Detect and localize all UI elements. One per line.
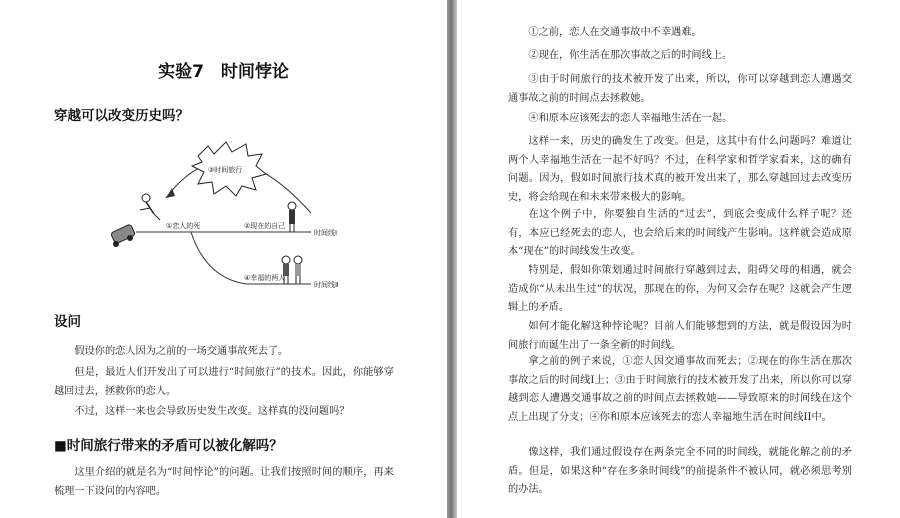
label-timeline-1: 时间线Ⅰ [314,229,338,237]
section-heading-paradox: ■时间旅行带来的矛盾可以被化解吗？ [54,438,283,454]
arc-arrowhead [166,188,175,198]
right-paragraph-2: ②现在，你生活在那次事故之后的时间线上。 [528,50,733,61]
right-paragraph-4: ④和原本应该死去的恋人幸福地生活在一起。 [528,113,733,124]
right-paragraph-9: 拿之前的例子来说，①恋人因交通事故而死去；②现在的你生活在那次事故之后的时间线I上；③由于时间旅行的技术被开发了出来，所以你可以穿越到恋人遭遇交通事故之前的时间点去拯救她——导致原来的时间线在这个点上出现了分支；④你和原本应该死去的恋人幸福地生活在时间线II中。 [508,356,852,423]
right-paragraph-5: 这样一来，历史的确发生了改变。但是，这其中有什么问题吗？难道让两个人幸福地生活在一起不好吗？不过，在科学家和哲学家看来，这的确有问题。因为，假如时间旅行技术真的被开发出来了，那么穿越回过去改变历史，将会给现在和未来带来极大的影响。 [508,136,852,203]
present-self-icon [288,202,296,232]
label-time-travel: ③时间旅行 [208,166,243,174]
right-paragraph-1: ①之前，恋人在交通事故中不幸遇难。 [528,27,702,38]
paradox-intro-paragraph: 这里介绍的就是名为“时间悖论”的问题。让我们按照时间的顺序，再来梳理一下设问的内容吧。 [54,467,394,497]
section-heading-question: 设问 [54,314,81,330]
right-paragraph-10: 像这样，我们通过假设存在两条完全不同的时间线，就能化解之前的矛盾。但是，如果这种“存在多条时间线”的前提条件不被认同，就必须思考别的办法。 [508,447,852,495]
chapter-title: 实验7 时间悖论 [158,62,289,82]
label-present-self: ②现在的自己 [244,222,286,230]
label-timeline-2: 时间线Ⅱ [314,281,339,289]
page-divider [447,0,457,518]
right-paragraph-6: 在这个例子中，你要独自生活的“过去”，到底会变成什么样子呢？还有，本应已经死去的恋人，也会给后来的时间线产生影响。这样就会造成原本“现在”的时间线发生改变。 [508,209,852,257]
question-paragraph-3: 不过，这样一来也会导致历史发生改变。这样真的没问题吗？ [74,406,350,417]
right-page [457,0,900,518]
right-paragraph-7: 特别是，假如你策划通过时间旅行穿越到过去，阻碍父母的相遇，就会造成你“从未出生过”的状况，那现在的你，为何又会存在呢？这就会产生逻辑上的矛盾。 [508,265,852,313]
question-paragraph-1: 假设你的恋人因为之前的一场交通事故死去了。 [74,346,289,357]
right-paragraph-8: 如何才能化解这种悖论呢？目前人们能够想到的方法，就是假设因为时间旅行而诞生出了一条全新的时间线。 [508,321,852,351]
label-lover-dies: ①恋人的死 [166,222,201,230]
left-page [0,0,447,518]
right-paragraph-3: ③由于时间旅行的技术被开发了出来，所以，你可以穿越到恋人遭遇交通事故之前的时间点去拯救她。 [508,74,852,104]
label-happy-couple: ④幸福的两人 [244,274,286,282]
car-crash-icon [110,224,135,247]
question-paragraph-2: 但是，最近人们开发出了可以进行“时间旅行”的技术。因此，你能够穿越回过去，拯救你的恋人。 [54,367,394,397]
timeline-illustration [96,128,356,298]
section-heading-time-travel: 穿越可以改变历史吗？ [54,108,189,124]
falling-person-icon [140,194,160,220]
